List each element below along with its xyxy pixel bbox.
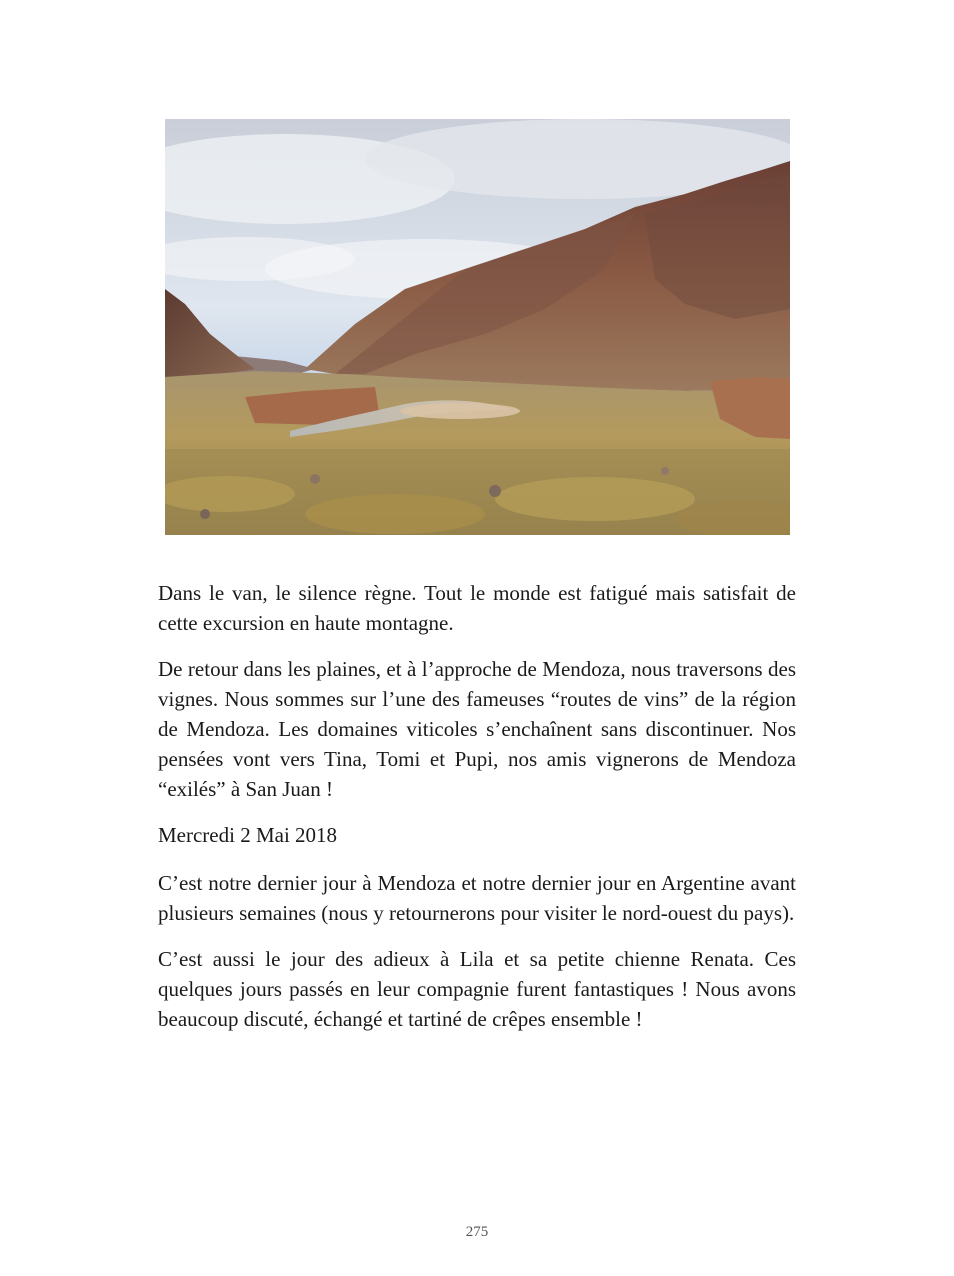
paragraph: De retour dans les plaines, et à l’approche de Mendoza, nous traversons des vignes. Nous sommes sur l’une des fameuses “routes de vins” de la région de Mendoza. Les domaines viticoles s’enchaînent sans discontinuer. Nos pensées vont vers Tina, Tomi et Pupi, nos amis vignerons de Mendoza “exilés” à San Juan !: [158, 657, 796, 801]
page-number: 275: [465, 1224, 489, 1240]
paragraph: C’est aussi le jour des adieux à Lila et sa petite chienne Renata. Ces quelques jours passés en leur compagnie furent fantastiques ! Nous avons beaucoup discuté, échangé et tartiné de crêpes ensemble !: [158, 947, 796, 1031]
paragraph: C’est notre dernier jour à Mendoza et notre dernier jour en Argentine avant plusieurs semaines (nous y retournerons pour visiter le nord-ouest du pays).: [158, 871, 796, 925]
andes-valley-photo: [165, 119, 790, 535]
paragraph: Dans le van, le silence règne. Tout le monde est fatigué mais satisfait de cette excursion en haute montagne.: [158, 581, 796, 635]
date-heading: Mercredi 2 Mai 2018: [158, 823, 338, 847]
body-text: [158, 578, 796, 1050]
